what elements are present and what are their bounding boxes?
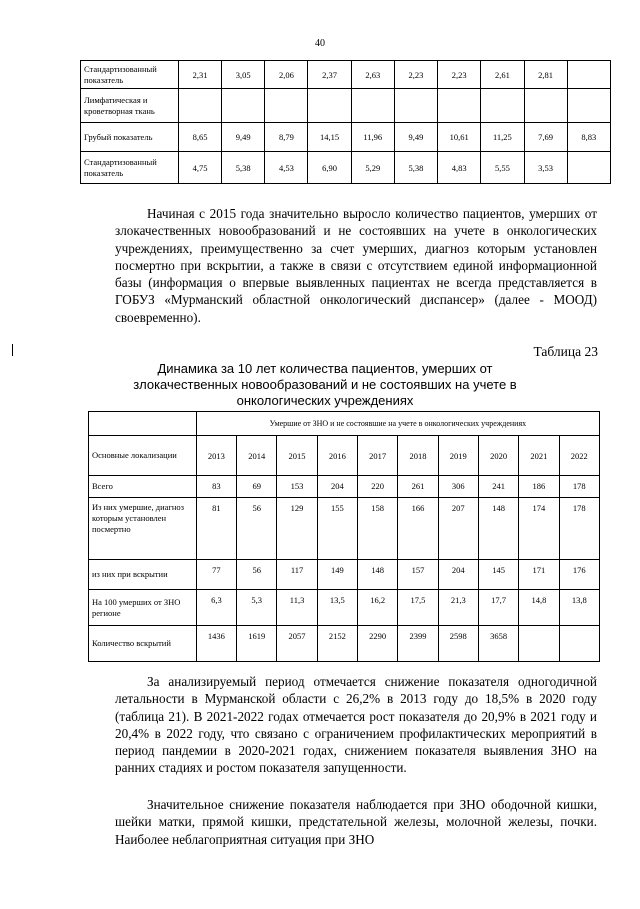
table-cell: 174 (519, 498, 559, 560)
year-header: 2016 (317, 436, 357, 476)
table-cell: 69 (237, 476, 277, 498)
table-cell: 2,63 (351, 61, 394, 89)
table-cell: 2,61 (481, 61, 524, 89)
table-cell: 241 (478, 476, 518, 498)
table-cell: 149 (317, 560, 357, 590)
table-cell: 14,15 (308, 123, 351, 152)
table-cell (438, 89, 481, 123)
row-label: На 100 умерших от ЗНО регионе (89, 590, 197, 626)
year-header: 2014 (237, 436, 277, 476)
table-cell (567, 152, 610, 184)
table-cell: 3,53 (524, 152, 567, 184)
table-cell: 145 (478, 560, 518, 590)
row-label: Всего (89, 476, 197, 498)
table-cell: 14,8 (519, 590, 559, 626)
table-cell: 2,06 (265, 61, 308, 89)
table-cell: 17,5 (398, 590, 438, 626)
table-cell: 5,29 (351, 152, 394, 184)
table-cell: 306 (438, 476, 478, 498)
table-cell: 9,49 (222, 123, 265, 152)
table-cell: 148 (358, 560, 398, 590)
table-cell: 220 (358, 476, 398, 498)
table-cell: 2,81 (524, 61, 567, 89)
table-cell: 2,23 (438, 61, 481, 89)
table-cell: 56 (237, 560, 277, 590)
table-cell: 6,3 (196, 590, 236, 626)
year-header: 2018 (398, 436, 438, 476)
top-continuation-table (80, 60, 611, 184)
table-cell (524, 89, 567, 123)
table-cell: 186 (519, 476, 559, 498)
table-cell: 158 (358, 498, 398, 560)
table-cell: 21,3 (438, 590, 478, 626)
table-cell: 8,83 (567, 123, 610, 152)
table-cell: 261 (398, 476, 438, 498)
table-cell: 171 (519, 560, 559, 590)
table-cell: 9,49 (394, 123, 437, 152)
row-label: Количество вскрытий (89, 626, 197, 662)
table-cell: 178 (559, 476, 599, 498)
year-header: 2013 (196, 436, 236, 476)
header-corner (89, 412, 197, 436)
table-cell: 129 (277, 498, 317, 560)
table-cell: 3,05 (222, 61, 265, 89)
table-cell: 8,79 (265, 123, 308, 152)
table-cell: 16,2 (358, 590, 398, 626)
row-label: Лимфатическая и кроветворная ткань (81, 89, 179, 123)
table-cell: 5,3 (237, 590, 277, 626)
table-cell: 2152 (317, 626, 357, 662)
table-cell: 4,53 (265, 152, 308, 184)
year-header: 2019 (438, 436, 478, 476)
row-label: из них при вскрытии (89, 560, 197, 590)
table-cell: 166 (398, 498, 438, 560)
table-cell: 77 (196, 560, 236, 590)
table-cell: 2,31 (178, 61, 221, 89)
year-header: 2015 (277, 436, 317, 476)
table-row (81, 152, 611, 184)
row-label: Грубый показатель (81, 123, 179, 152)
year-header: 2021 (519, 436, 559, 476)
table-cell: 5,55 (481, 152, 524, 184)
table-row (81, 61, 611, 89)
table-cell (265, 89, 308, 123)
table-title: Динамика за 10 лет количества пациентов, умерших от злокачественных новообразований и не состоявших на учете в онкологических учреждениях (133, 361, 517, 408)
header-label: Основные локализации (89, 436, 197, 476)
row-label: Из них умершие, диагноз которым установлен посмертно (89, 498, 197, 560)
table-cell (481, 89, 524, 123)
table-cell: 11,25 (481, 123, 524, 152)
table-row (81, 89, 611, 123)
table-row (89, 560, 600, 590)
year-header: 2017 (358, 436, 398, 476)
table-cell: 2057 (277, 626, 317, 662)
table-cell (351, 89, 394, 123)
table-cell (308, 89, 351, 123)
page-number: 40 (315, 38, 325, 49)
table-row (89, 476, 600, 498)
year-header: 2022 (559, 436, 599, 476)
table-cell (567, 89, 610, 123)
margin-mark (12, 344, 13, 356)
table-row (89, 590, 600, 626)
super-header: Умершие от ЗНО и не состоявшие на учете в онкологических учреждениях (196, 412, 599, 436)
table-cell: 8,65 (178, 123, 221, 152)
table-cell (567, 61, 610, 89)
table-cell: 148 (478, 498, 518, 560)
table-cell (519, 626, 559, 662)
table-cell: 17,7 (478, 590, 518, 626)
table-cell: 4,83 (438, 152, 481, 184)
table-cell: 5,38 (222, 152, 265, 184)
table-row (89, 498, 600, 560)
table-cell: 2,37 (308, 61, 351, 89)
table-cell: 1619 (237, 626, 277, 662)
table-header-row (89, 436, 600, 476)
table-cell: 153 (277, 476, 317, 498)
row-label: Стандартизованный показатель (81, 61, 179, 89)
table-cell: 155 (317, 498, 357, 560)
table-cell: 13,8 (559, 590, 599, 626)
table-cell: 81 (196, 498, 236, 560)
table-cell (178, 89, 221, 123)
table-cell: 7,69 (524, 123, 567, 152)
table-cell: 11,3 (277, 590, 317, 626)
paragraph-intro: Начиная с 2015 года значительно выросло количество пациентов, умерших от злокачественных новообразований и не состоявших на учете в онкологических учреждениях, преимущественно за счет умерших, диагноз которым установлен посмертно при вскрытии, а также в связи с отсутствием единой информационной базы (информация о впервые выявленных пациентах не всегда представляется в ГОБУЗ «Мурманский областной онкологический диспансер» (далее - МООД) своевременно). (115, 206, 597, 325)
table-cell (222, 89, 265, 123)
table-cell: 10,61 (438, 123, 481, 152)
table-cell: 207 (438, 498, 478, 560)
table-cell: 1436 (196, 626, 236, 662)
table-cell (559, 626, 599, 662)
table-label: Таблица 23 (533, 344, 598, 359)
table-cell: 13,5 (317, 590, 357, 626)
table-cell: 117 (277, 560, 317, 590)
table-cell: 5,38 (394, 152, 437, 184)
paragraph-analysis: За анализируемый период отмечается снижение показателя одногодичной летальности в Мурманской области с 26,2% в 2013 году до 18,5% в 2020 году (таблица 21). В 2021-2022 годах отмечается рост показателя до 20,9% в 2021 году и 20,4% в 2022 году, что связано с ограничением профилактических мероприятий в период пандемии в 2020-2021 годах, снижением показателя выявления ЗНО на ранних стадиях и ростом показателя запущенности. (115, 674, 597, 776)
table-cell (394, 89, 437, 123)
dynamics-table (88, 411, 600, 662)
table-cell: 2,23 (394, 61, 437, 89)
year-header: 2020 (478, 436, 518, 476)
table-row (81, 123, 611, 152)
table-cell: 6,90 (308, 152, 351, 184)
table-cell: 2598 (438, 626, 478, 662)
table-cell: 83 (196, 476, 236, 498)
table-cell: 2399 (398, 626, 438, 662)
row-label: Стандартизованный показатель (81, 152, 179, 184)
table-cell: 56 (237, 498, 277, 560)
table-cell: 204 (317, 476, 357, 498)
table-super-header-row (89, 412, 600, 436)
table-row (89, 626, 600, 662)
table-cell: 178 (559, 498, 599, 560)
paragraph-decline: Значительное снижение показателя наблюдается при ЗНО ободочной кишки, шейки матки, прямой кишки, предстательной железы, молочной железы, почки. Наиболее неблагоприятная ситуация при ЗНО (115, 797, 597, 847)
table-cell: 2290 (358, 626, 398, 662)
table-cell: 3658 (478, 626, 518, 662)
table-cell: 4,75 (178, 152, 221, 184)
table-cell: 204 (438, 560, 478, 590)
table-cell: 176 (559, 560, 599, 590)
table-cell: 157 (398, 560, 438, 590)
table-cell: 11,96 (351, 123, 394, 152)
